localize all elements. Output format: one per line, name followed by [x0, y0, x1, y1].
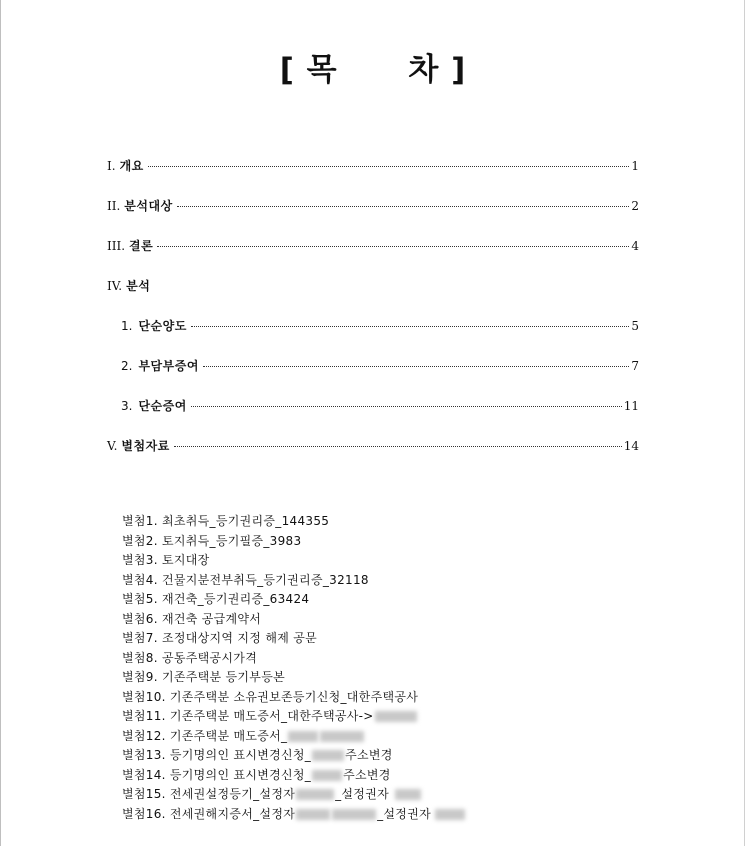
redacted-block [395, 789, 421, 800]
document-title: [ 목 차 ] [279, 52, 467, 88]
toc-leader [177, 206, 630, 207]
attachment-suffix: 주소변경 [345, 748, 393, 762]
redacted-block [288, 731, 318, 742]
redacted-block [320, 731, 364, 742]
attachment-item [122, 766, 466, 786]
toc-page: 7 [631, 359, 639, 373]
attachment-item [122, 610, 466, 630]
attachment-item [122, 571, 466, 591]
attachment-text: 별첨14. 등기명의인 표시변경신청_ [122, 767, 312, 782]
toc-label: 분석대상 [124, 199, 173, 213]
toc-number: V. [107, 439, 118, 453]
toc-number: III. [107, 239, 126, 253]
attachment-text: 별첨15. 전세권설정등기_설정자 [122, 787, 296, 801]
redacted-block [435, 809, 465, 820]
attachment-text: 별첨13. 등기명의인 표시변경신청_ [122, 748, 312, 762]
toc-page: 1 [631, 159, 639, 173]
attachment-item [122, 668, 466, 688]
toc-label: 단순양도 [138, 319, 187, 333]
attachment-text: 별첨5. 재건축_등기권리증_63424 [122, 592, 310, 606]
toc-entry [107, 278, 307, 294]
attachment-item [122, 785, 466, 805]
attachment-list [122, 512, 466, 824]
toc-leader [203, 366, 629, 367]
toc-label: 부담부증여 [138, 359, 199, 373]
toc-page: 11 [623, 399, 639, 413]
attachment-item [122, 727, 466, 747]
attachment-item [122, 551, 466, 571]
attachment-item [122, 532, 466, 552]
toc-number: 2. [121, 359, 133, 373]
redacted-block [332, 809, 376, 820]
toc-entry [121, 358, 639, 374]
attachment-item [122, 805, 466, 825]
attachment-text: 별첨6. 재건축 공급계약서 [122, 611, 262, 626]
toc-number: 1. [121, 319, 133, 333]
toc-number: IV. [107, 279, 123, 293]
toc-page: 5 [631, 319, 639, 333]
toc-entry [107, 198, 639, 214]
page-left-border [0, 0, 1, 846]
toc-number: I. [107, 159, 116, 173]
attachment-text: 별첨1. 최초취득_등기권리증_144355 [122, 514, 330, 528]
toc-label: 개요 [119, 159, 144, 173]
toc-page: 4 [631, 239, 639, 253]
attachment-text: 별첨7. 조정대상지역 지정 해제 공문 [122, 631, 317, 645]
attachment-text: 별첨12. 기존주택분 매도증서_ [122, 728, 288, 743]
attachment-text: 별첨3. 토지대장 [122, 553, 210, 567]
redacted-block [296, 789, 334, 800]
toc-label: 분석 [126, 279, 151, 293]
toc-number: 3. [121, 399, 133, 413]
attachment-item [122, 629, 466, 649]
toc-entry [107, 238, 639, 254]
toc-entry [107, 158, 639, 174]
toc-label: 단순증여 [138, 399, 187, 413]
attachment-item [122, 688, 466, 708]
attachment-text: 별첨16. 전세권해지증서_설정자 [122, 806, 296, 821]
toc-leader [191, 406, 622, 407]
toc-entry [121, 318, 639, 334]
toc-entry [107, 438, 639, 454]
redacted-block [296, 809, 330, 820]
attachment-text: 별첨10. 기존주택분 소유권보존등기신청_대한주택공사 [122, 689, 419, 704]
toc-leader [157, 246, 629, 247]
attachment-item [122, 590, 466, 610]
attachment-item [122, 512, 466, 532]
toc-page: 14 [623, 439, 639, 453]
attachment-item [122, 707, 466, 727]
redacted-block [312, 770, 342, 781]
toc-number: II. [107, 199, 121, 213]
toc-leader [191, 326, 630, 327]
redacted-block [375, 711, 417, 722]
toc-leader [174, 446, 622, 447]
toc-page: 2 [631, 199, 639, 213]
toc-entry [121, 398, 639, 414]
toc-leader [148, 166, 630, 167]
toc-label: 별첨자료 [121, 439, 170, 453]
toc-label: 결론 [129, 239, 154, 253]
attachment-text: 별첨4. 건물지분전부취득_등기권리증_32118 [122, 572, 369, 587]
attachment-item [122, 649, 466, 669]
attachment-text: 별첨11. 기존주택분 매도증서_대한주택공사-> [122, 709, 374, 723]
page-right-border [744, 0, 745, 846]
attachment-suffix: 주소변경 [343, 767, 391, 782]
attachment-suffix: _설정권자 [377, 806, 431, 821]
attachment-text: 별첨8. 공동주택공시가격 [122, 650, 258, 665]
attachment-text: 별첨9. 기존주택분 등기부등본 [122, 670, 285, 684]
redacted-block [312, 750, 344, 761]
attachment-item [122, 746, 466, 766]
attachment-text: 별첨2. 토지취득_등기필증_3983 [122, 533, 302, 548]
attachment-suffix: _설정권자 [335, 787, 389, 801]
